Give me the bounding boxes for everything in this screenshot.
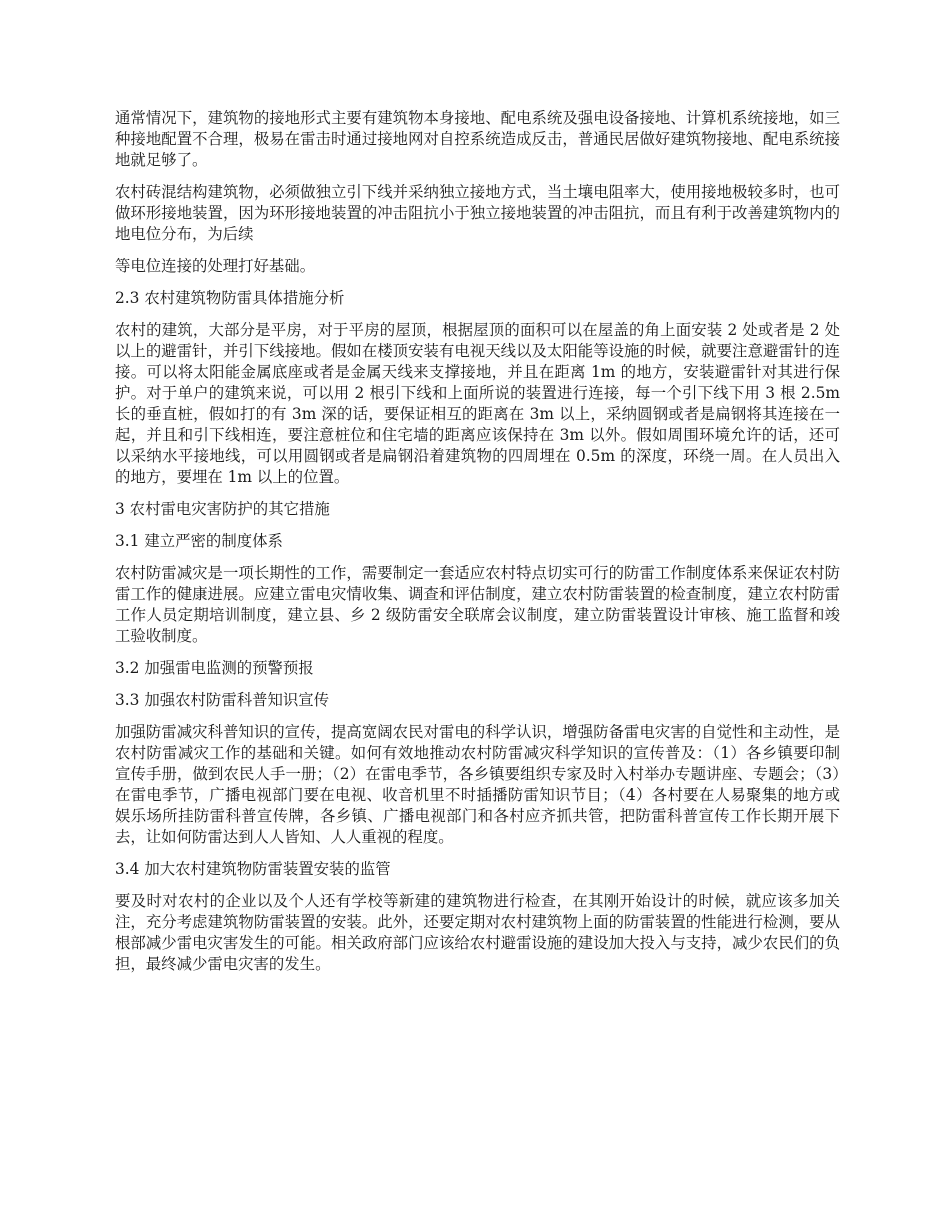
section-heading: 3.4 加大农村建筑物防雷装置安装的监管: [115, 860, 391, 878]
section-heading: 3.1 建立严密的制度体系: [115, 532, 283, 550]
document-body: [115, 108, 840, 986]
paragraph: 等电位连接的处理打好基础。: [115, 257, 316, 275]
section-heading: 2.3 农村建筑物防雷具体措施分析: [115, 289, 345, 307]
section-heading: 3 农村雷电灾害防护的其它措施: [115, 500, 330, 518]
paragraph: 农村砖混结构建筑物，必须做独立引下线并采纳独立接地方式，当土壤电阻率大，使用接地极较多时，也可做环形接地装置，因为环形接地装置的冲击阻抗小于独立接地装置的冲击阻抗，而且有利于改善建筑物内的地电位分布，为后续: [115, 183, 840, 243]
paragraph: 农村的建筑，大部分是平房，对于平房的屋顶，根据屋顶的面积可以在屋盖的角上面安装 2 处或者是 2 处以上的避雷针，并引下线接地。假如在楼顶安装有电视天线以及太阳能等设施的时候，就要注意避雷针的连接。可以将太阳能金属底座或者是金属天线来支撑接地，并且在距离 1m 的地方，安装避雷针对其进行保护。对于单户的建筑来说，可以用 2 根引下线和上面所说的装置进行连接，每一个引下线下用 3 根 2.5m 长的垂直桩，假如打的有 3m 深的话，要保证相互的距离在 3m 以上，采纳圆钢或者是扁钢将其连接在一起，并且和引下线相连，要注意桩位和住宅墙的距离应该保持在 3m 以外。假如周围环境允许的话，还可以采纳水平接地线，可以用圆钢或者是扁钢沿着建筑物的四周埋在 0.5m 的深度，环绕一周。在人员出入的地方，要埋在 1m 以上的位置。: [115, 321, 840, 486]
paragraph: 通常情况下，建筑物的接地形式主要有建筑物本身接地、配电系统及强电设备接地、计算机系统接地，如三种接地配置不合理，极易在雷击时通过接地网对自控系统造成反击，普通民居做好建筑物接地、配电系统接地就足够了。: [115, 109, 840, 169]
section-heading: 3.2 加强雷电监测的预警预报: [115, 659, 314, 677]
paragraph: 要及时对农村的企业以及个人还有学校等新建的建筑物进行检查，在其刚开始设计的时候，就应该多加关注，充分考虑建筑物防雷装置的安装。此外，还要定期对农村建筑物上面的防雷装置的性能进行检测，要从根部减少雷电灾害发生的可能。相关政府部门应该给农村避雷设施的建设加大投入与支持，减少农民们的负担，最终减少雷电灾害的发生。: [115, 892, 840, 973]
paragraph: 加强防雷减灾科普知识的宣传，提高宽阔农民对雷电的科学认识，增强防备雷电灾害的自觉性和主动性，是农村防雷减灾工作的基础和关键。如何有效地推动农村防雷减灾科学知识的宣传普及：（1）各乡镇要印制宣传手册，做到农民人手一册；（2）在雷电季节，各乡镇要组织专家及时入村举办专题讲座、专题会；（3）在雷电季节，广播电视部门要在电视、收音机里不时插播防雷知识节目；（4）各村要在人易聚集的地方或娱乐场所挂防雷科普宣传牌，各乡镇、广播电视部门和各村应齐抓共管，把防雷科普宣传工作长期开展下去，让如何防雷达到人人皆知、人人重视的程度。: [115, 723, 840, 846]
paragraph: 农村防雷减灾是一项长期性的工作，需要制定一套适应农村特点切实可行的防雷工作制度体系来保证农村防雷工作的健康进展。应建立雷电灾情收集、调查和评估制度，建立农村防雷装置的检查制度，建立农村防雷工作人员定期培训制度，建立县、乡 2 级防雷安全联席会议制度，建立防雷装置设计审核、施工监督和竣工验收制度。: [115, 564, 840, 645]
section-heading: 3.3 加强农村防雷科普知识宣传: [115, 691, 330, 709]
